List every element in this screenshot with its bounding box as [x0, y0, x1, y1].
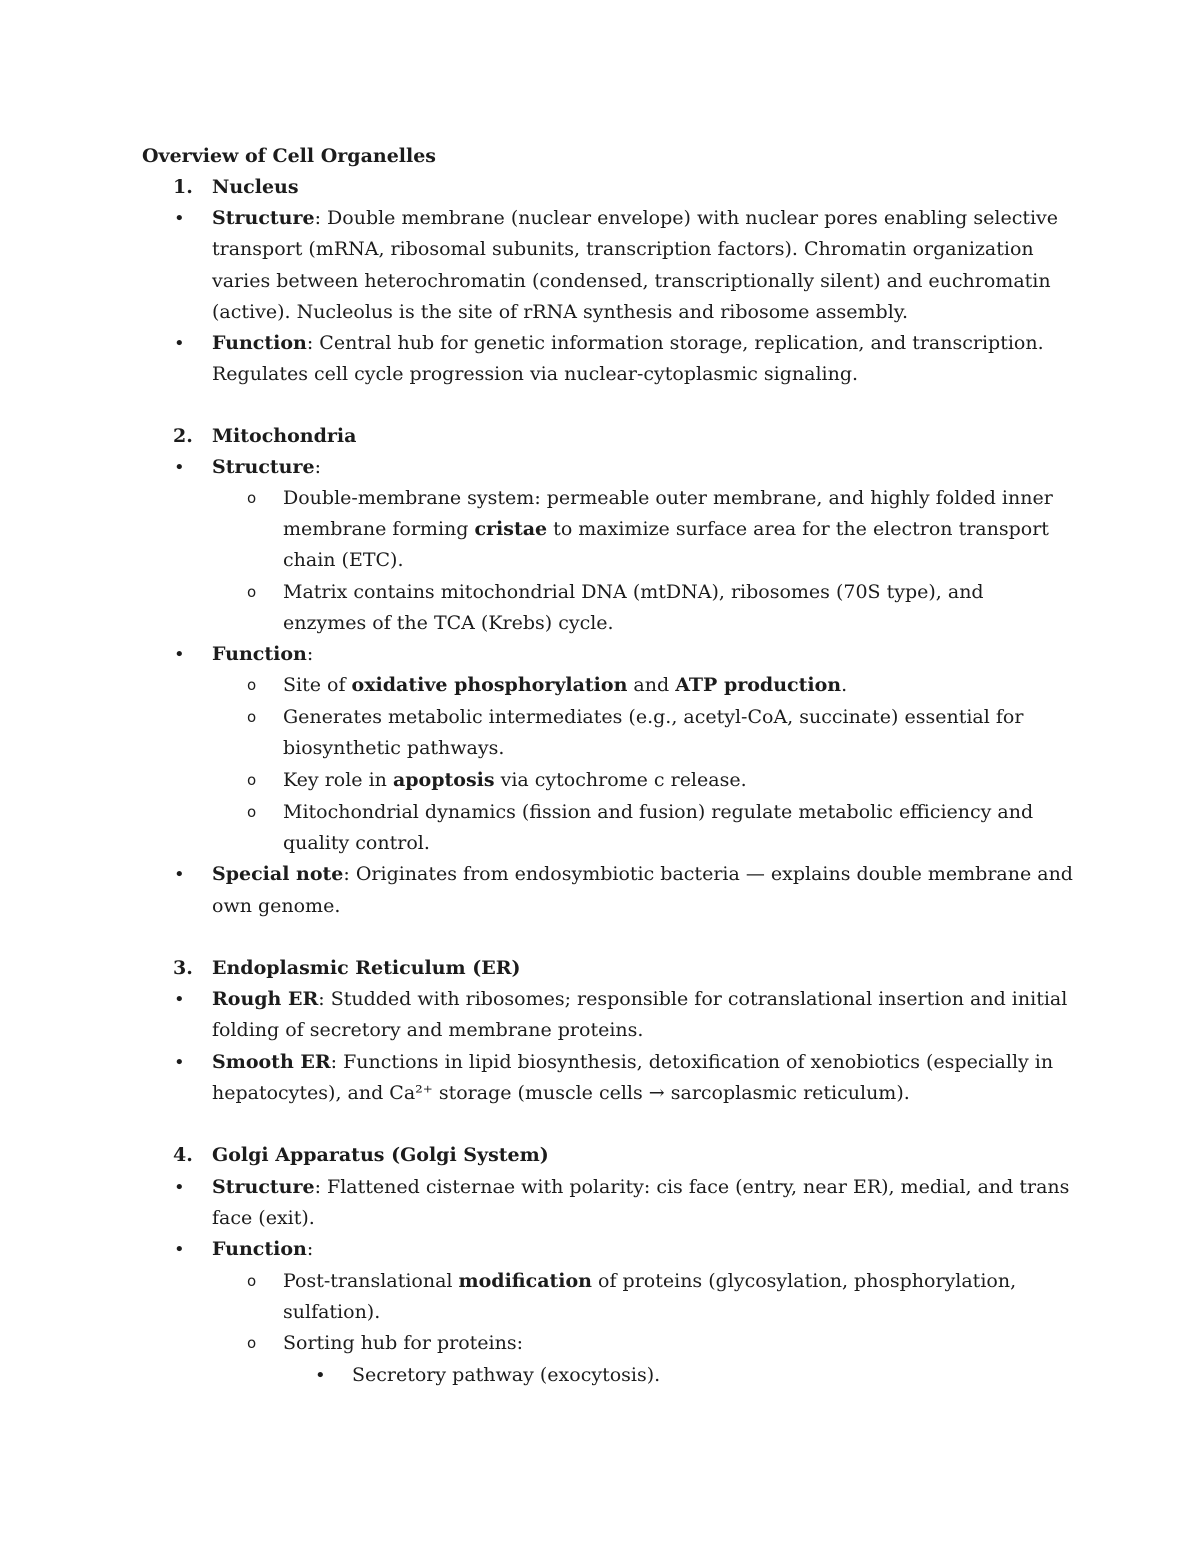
mito-note-label: Special note — [212, 863, 344, 885]
section-1-heading: Nucleus — [212, 176, 299, 198]
bullet-icon: • — [174, 333, 185, 354]
bullet-icon: • — [174, 1052, 185, 1073]
mito-structure-line: Structure: — [212, 456, 321, 478]
hollow-bullet-icon: o — [247, 489, 257, 507]
mito-structure-item: chain (ETC). — [283, 549, 404, 571]
golgi-function-item: Sorting hub for proteins: — [283, 1332, 523, 1354]
nucleus-structure-line: Structure: Double membrane (nuclear envelope) with nuclear pores enabling selective — [212, 207, 1059, 229]
section-4-number: 4. — [173, 1144, 193, 1166]
hollow-bullet-icon: o — [247, 676, 257, 694]
nucleus-function-line: Regulates cell cycle progression via nuclear-cytoplasmic signaling. — [212, 363, 859, 385]
nucleus-function-label: Function — [212, 332, 307, 354]
mito-function-item: Mitochondrial dynamics (fission and fusion) regulate metabolic efficiency and — [283, 801, 1034, 823]
bullet-icon: • — [174, 864, 185, 885]
hollow-bullet-icon: o — [247, 1272, 257, 1290]
hollow-bullet-icon: o — [247, 583, 257, 601]
golgi-structure-line: face (exit). — [212, 1207, 315, 1229]
golgi-function-line: Function: — [212, 1238, 314, 1260]
mito-function-item: Key role in apoptosis via cytochrome c release. — [283, 769, 747, 791]
mito-structure-label: Structure — [212, 456, 315, 478]
bullet-icon: • — [174, 208, 185, 229]
hollow-bullet-icon: o — [247, 1334, 257, 1352]
mito-function-line: Function: — [212, 643, 314, 665]
mito-structure-item: Matrix contains mitochondrial DNA (mtDNA), ribosomes (70S type), and — [283, 581, 984, 603]
nucleus-function-line: Function: Central hub for genetic information storage, replication, and transcription. — [212, 332, 1044, 354]
nucleus-structure-label: Structure — [212, 207, 315, 229]
section-3-heading: Endoplasmic Reticulum (ER) — [212, 957, 521, 979]
golgi-structure-label: Structure — [212, 1176, 315, 1198]
golgi-function-item: Post-translational modification of proteins (glycosylation, phosphorylation, — [283, 1270, 1017, 1292]
section-2-heading: Mitochondria — [212, 425, 357, 447]
document-title: Overview of Cell Organelles — [142, 145, 437, 167]
mito-function-item: biosynthetic pathways. — [283, 737, 505, 759]
mito-note-line: own genome. — [212, 895, 341, 917]
section-1-number: 1. — [173, 176, 193, 198]
rough-er-line: folding of secretory and membrane proteins. — [212, 1019, 644, 1041]
smooth-er-label: Smooth ER — [212, 1051, 331, 1073]
golgi-function-item: sulfation). — [283, 1301, 381, 1323]
nucleus-structure-line: transport (mRNA, ribosomal subunits, transcription factors). Chromatin organization — [212, 238, 1034, 260]
mito-function-item: quality control. — [283, 832, 430, 854]
bullet-icon: • — [174, 1239, 185, 1260]
section-2-number: 2. — [173, 425, 193, 447]
mito-note-line: Special note: Originates from endosymbiotic bacteria — explains double membrane and — [212, 863, 1073, 885]
bullet-icon: • — [174, 644, 185, 665]
bullet-icon: • — [174, 457, 185, 478]
section-3-number: 3. — [173, 957, 193, 979]
hollow-bullet-icon: o — [247, 708, 257, 726]
smooth-er-line: hepatocytes), and Ca²⁺ storage (muscle cells → sarcoplasmic reticulum). — [212, 1082, 910, 1104]
mito-function-item: Site of oxidative phosphorylation and ATP production. — [283, 674, 848, 696]
bullet-icon: • — [315, 1365, 326, 1386]
mito-structure-item: enzymes of the TCA (Krebs) cycle. — [283, 612, 614, 634]
mito-function-label: Function — [212, 643, 307, 665]
mito-structure-item: membrane forming cristae to maximize surface area for the electron transport — [283, 518, 1049, 540]
golgi-function-label: Function — [212, 1238, 307, 1260]
bullet-icon: • — [174, 989, 185, 1010]
mito-function-item: Generates metabolic intermediates (e.g., acetyl-CoA, succinate) essential for — [283, 706, 1024, 728]
smooth-er-line: Smooth ER: Functions in lipid biosynthesis, detoxification of xenobiotics (especially in — [212, 1051, 1054, 1073]
section-4-heading: Golgi Apparatus (Golgi System) — [212, 1144, 549, 1166]
bullet-icon: • — [174, 1177, 185, 1198]
rough-er-line: Rough ER: Studded with ribosomes; responsible for cotranslational insertion and initial — [212, 988, 1068, 1010]
nucleus-structure-line: (active). Nucleolus is the site of rRNA synthesis and ribosome assembly. — [212, 301, 909, 323]
hollow-bullet-icon: o — [247, 771, 257, 789]
hollow-bullet-icon: o — [247, 803, 257, 821]
nucleus-structure-line: varies between heterochromatin (condensed, transcriptionally silent) and euchromatin — [212, 270, 1051, 292]
golgi-sorting-subitem: Secretory pathway (exocytosis). — [352, 1364, 661, 1386]
golgi-structure-line: Structure: Flattened cisternae with polarity: cis face (entry, near ER), medial, and trans — [212, 1176, 1070, 1198]
rough-er-label: Rough ER — [212, 988, 319, 1010]
mito-structure-item: Double-membrane system: permeable outer membrane, and highly folded inner — [283, 487, 1053, 509]
